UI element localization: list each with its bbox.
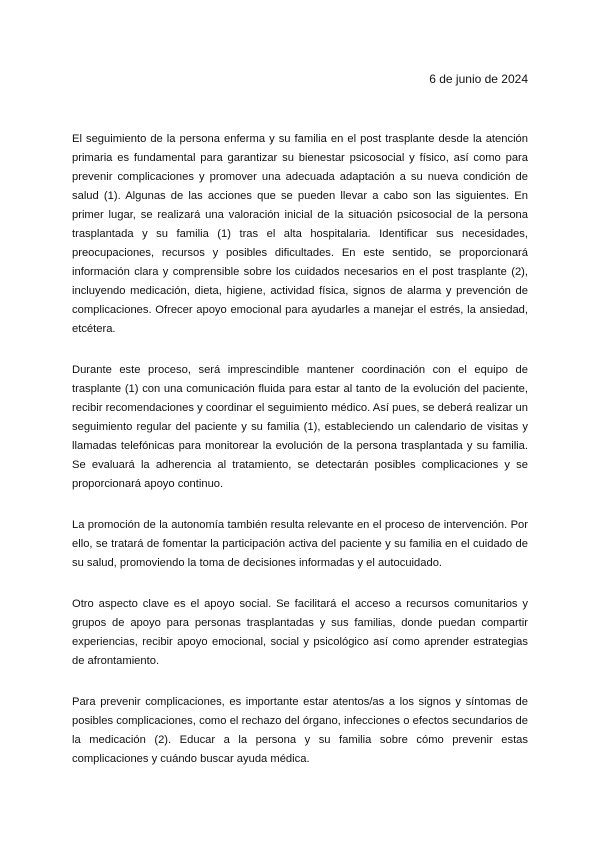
paragraph-social-support: Otro aspecto clave es el apoyo social. Se facilitará el acceso a recursos comunitarios y grupos de apoyo para personas trasplantadas y sus familias, donde puedan compartir experiencias, recibir apoyo emocional, social y psicológico así como aprender estrategias de afrontamiento. [72, 598, 528, 667]
paragraph-coordination: Durante este proceso, será imprescindible mantener coordinación con el equipo de trasplante (1) con una comunicación fluida para estar al tanto de la evolución del paciente, recibir recomendaciones y coordinar el seguimiento médico. Así pues, se deberá realizar un seguimiento regular del paciente y su familia (1), estableciendo un calendario de visitas y llamadas telefónicas para monitorear la evolución de la persona trasplantada y su familia. Se evaluará la adherencia al tratamiento, se detectarán posibles complicaciones y se proporcionará apoyo continuo. [72, 364, 528, 490]
paragraph-complications: Para prevenir complicaciones, es importante estar atentos/as a los signos y síntomas de posibles complicaciones, como el rechazo del órgano, infecciones o efectos secundarios de la medicación (2). Educar a la persona y su familia sobre cómo prevenir estas complicaciones y cuándo buscar ayuda médica. [72, 696, 528, 765]
paragraph-follow-up: El seguimiento de la persona enferma y su familia en el post trasplante desde la atención primaria es fundamental para garantizar su bienestar psicosocial y físico, así como para prevenir complicaciones y promover una adecuada adaptación a su nueva condición de salud (1). Algunas de las acciones que se pueden llevar a cabo son las siguientes. En primer lugar, se realizará una valoración inicial de la situación psicosocial de la persona trasplantada y su familia (1) tras el alta hospitalaria. Identificar sus necesidades, preocupaciones, recursos y posibles dificultades. En este sentido, se proporcionará información clara y comprensible sobre los cuidados necesarios en el post trasplante (2), incluyendo medicación, dieta, higiene, actividad física, signos de alarma y prevención de complicaciones. Ofrecer apoyo emocional para ayudarles a manejar el estrés, la ansiedad, etcétera. [72, 133, 528, 335]
document-date: 6 de junio de 2024 [429, 72, 528, 86]
document-body [72, 130, 528, 791]
paragraph-autonomy: La promoción de la autonomía también resulta relevante en el proceso de intervención. Por ello, se tratará de fomentar la participación activa del paciente y su familia en el cuidado de su salud, promoviendo la toma de decisiones informadas y el autocuidado. [72, 519, 528, 569]
